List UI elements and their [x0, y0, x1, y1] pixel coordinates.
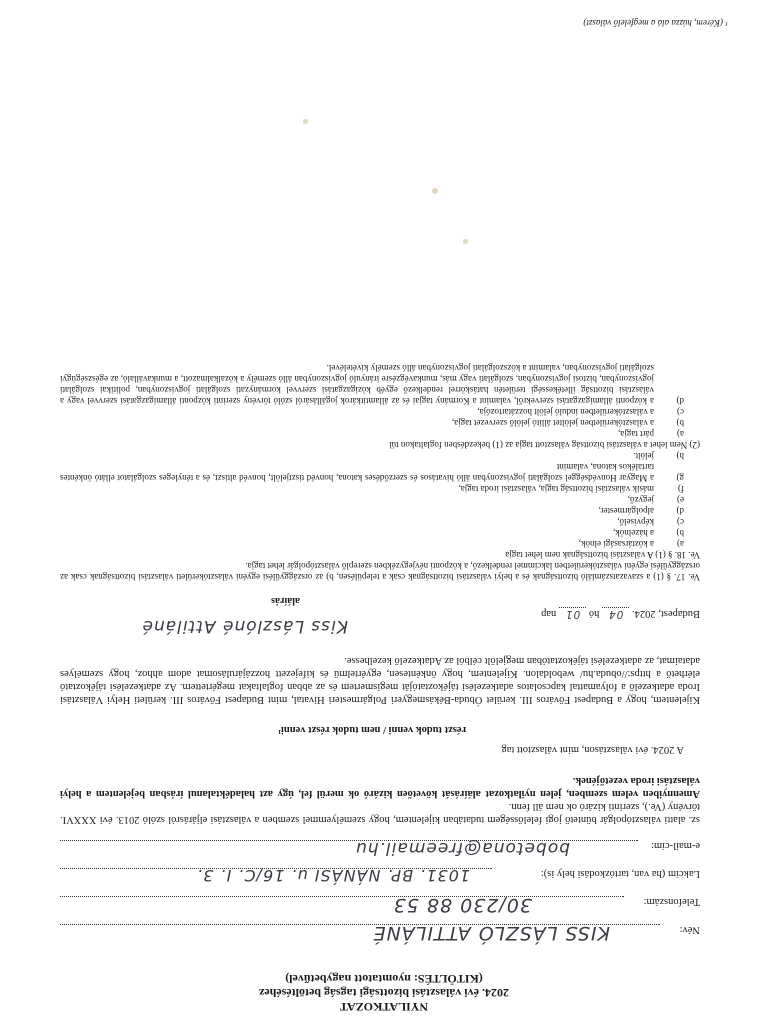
law-paragraph-17: Ve. 17. § (1) a szavazatszámláló bizottságnak és a helyi választási bizottságnak csak a településen, b) az országgyűlési egyéni választókerületi választási bizottságnak csak az országgyűlési egyéni választókerületben lakcímmel rendelkező, a központi névjegyzékben szereplő választópolgár lehet tagja. [60, 561, 700, 582]
law-item-key: h) [676, 451, 684, 461]
law-list-item [60, 538, 700, 549]
email-field[interactable] [60, 838, 700, 858]
date-month-label: hó [588, 608, 600, 619]
legal-excerpt [60, 362, 700, 582]
law-item-key: b) [676, 418, 684, 428]
law-item-text: alpolgármester, [598, 506, 654, 516]
date-day: 01 [559, 607, 586, 620]
footnote: ¹ (Kérem, húzza alá a megfelelő választ) [583, 18, 728, 28]
paper-stain [463, 239, 468, 244]
document-header [0, 972, 768, 1014]
law-item-key: d) [676, 506, 684, 516]
email-label: e-mail-cím: [651, 840, 700, 851]
law-list-item [60, 505, 700, 516]
phone-label: Telefonszám: [643, 896, 700, 907]
signature: Kiss Lászlóné Attiláné [141, 616, 348, 636]
law-list-1 [60, 450, 700, 549]
law-item-key: f) [678, 484, 684, 494]
signature-label: aláírás [271, 595, 300, 606]
law-list-item [60, 417, 700, 428]
date-line [541, 607, 700, 620]
law-list-item [60, 428, 700, 439]
participation-choice[interactable] [60, 723, 684, 736]
fill-instruction: (KITÖLTÉS: nyomtatott nagybetűvel) [285, 972, 483, 986]
law-list-item [60, 406, 700, 417]
law-item-text: a választókerületben jelöltet állító jelölő szervezet tagja, [451, 418, 654, 428]
law-item-text: jegyző, [627, 495, 654, 505]
law-list-item [60, 516, 700, 527]
law-item-text: a központi államigazgatási szervekről, valamint a Kormány tagjai és az államtitkárok jogállásáról szóló törvény szerinti központi államigazgatási szervvel vagy a választási bizottság illetékességi területén hatáskörrel rendelkező egyéb közigazgatási szervvel kormányzati szolgálati jogviszonyban, politikai szolgálati jogviszonyban, biztosi jogviszonyban, szolgálati vagy más, munkavégzésre irányuló jogviszonyban álló személy a közalkalmazott, a munkavállaló, az egészségügyi szolgálati jogviszonyban, valamint a közszolgálati jogviszonyban álló személy kivételével. [60, 363, 654, 406]
law-item-key: a) [677, 429, 684, 439]
law-list-item [60, 483, 700, 494]
law-item-key: g) [676, 473, 684, 483]
law-item-text: a köztársasági elnök, [578, 539, 654, 549]
date-day-label: nap [541, 608, 557, 619]
declaration-notice: Amennyiben velem szemben, jelen nyilatkozat aláírását követően kizáró ok merül fel, úgy azt haladéktalanul írásban bejelentem a helyi választási iroda vezetőjének. [60, 775, 700, 799]
law-list-item [60, 450, 700, 461]
address-value: 1031. BP. NÁNÁSI u. 16/C. I. 3. [196, 866, 470, 885]
law-list-2 [60, 362, 700, 439]
email-value: bobetona@freemail.hu [355, 838, 570, 858]
paper-stain [432, 188, 438, 194]
data-consent-paragraph: Kijelentem, hogy a Budapest Főváros III. kerület Óbuda-Békásmegyeri Polgármesteri Hivatal, mint Budapest Főváros III. kerületi Helyi Választási Iroda adatkezelő a folyamattal kapcsolatos adatkezelési tájékoztatóját megismertem és az abban foglaltakat megértettem. Az adatkezelési tájékoztató elérhető a https://obuda.hu/ weboldalon. Kijelentem, hogy önkéntesen, egyértelmű és kifejezett hozzájárulásomat adom ahhoz, hogy személyes adataimat, az adatkezelési tájékoztatóban megjelölt célból az Adatkezelő kezelhesse. [60, 655, 700, 705]
name-field[interactable] [60, 922, 700, 942]
law-list-item [60, 362, 700, 406]
law-item-key: d) [676, 396, 684, 406]
phone-field[interactable] [60, 894, 700, 914]
law-item-key: c) [677, 407, 684, 417]
law-item-text: képviselő, [617, 517, 654, 527]
law-item-text: a választókerületben induló jelölt hozzátartozója, [477, 407, 654, 417]
law-item-key: c) [677, 517, 684, 527]
phone-dotted-line [60, 896, 624, 897]
law-item-key: a) [677, 539, 684, 549]
law-list-item [60, 461, 700, 483]
date-prefix: Budapest, 2024. [632, 608, 700, 619]
declaration-paragraph [60, 774, 700, 826]
declaration-text: sz. alatti választópolgár büntető jogi felelősségem tudatában kijelentem, hogy személyemmel szemben a választási eljárásról szóló 2013. évi XXXVI. törvény (Ve.), szerinti kizáró ok nem áll fenn. [60, 801, 700, 825]
law-item-text: a Magyar Honvédséggel szolgálati jogviszonyban álló hivatásos és szerződéses katona, honvéd tisztjelölt, honvéd altiszt, és a tényleges szolgálatot ellátó önkéntes tartalékos katona, valamint [60, 462, 654, 483]
phone-value: 30/230 88 53 [392, 894, 532, 916]
date-month: 04 [602, 607, 629, 620]
participation-line: A 2024. évi választáson, mint választott tag [501, 744, 684, 755]
law-list-item [60, 527, 700, 538]
law-item-text: párt tagja, [618, 429, 654, 439]
paper-stain [303, 119, 308, 124]
name-label: Név: [679, 924, 700, 935]
law-item-text: a házelnök, [613, 528, 654, 538]
document-title: NYILATKOZAT [339, 1000, 429, 1014]
document-subtitle: 2024. évi választási bizottsági tagság betöltéséhez [259, 986, 509, 1000]
law-item-text: másik választási bizottság tagja, választási iroda tagja, [458, 484, 654, 494]
law-item-key: b) [676, 528, 684, 538]
law-item-key: e) [677, 495, 684, 505]
address-label: Lakcím (ha van, tartózkodási hely is): [540, 868, 700, 879]
law-list-item [60, 494, 700, 505]
law-paragraph-18-1: Ve. 18. § (1) A választási bizottságnak nem lehet tagja [505, 550, 700, 560]
address-field[interactable] [60, 866, 700, 886]
law-paragraph-18-2: (2) Nem lehet a választási bizottság választott tagja az (1) bekezdésben foglaltakon túl [389, 440, 700, 450]
law-item-text: jelölt. [633, 451, 654, 461]
participation-options: részt tudok venni / nem tudok részt venni¹ [277, 724, 467, 735]
name-value: KISS LÁSZLÓ ATTILÁNÉ [372, 922, 610, 944]
